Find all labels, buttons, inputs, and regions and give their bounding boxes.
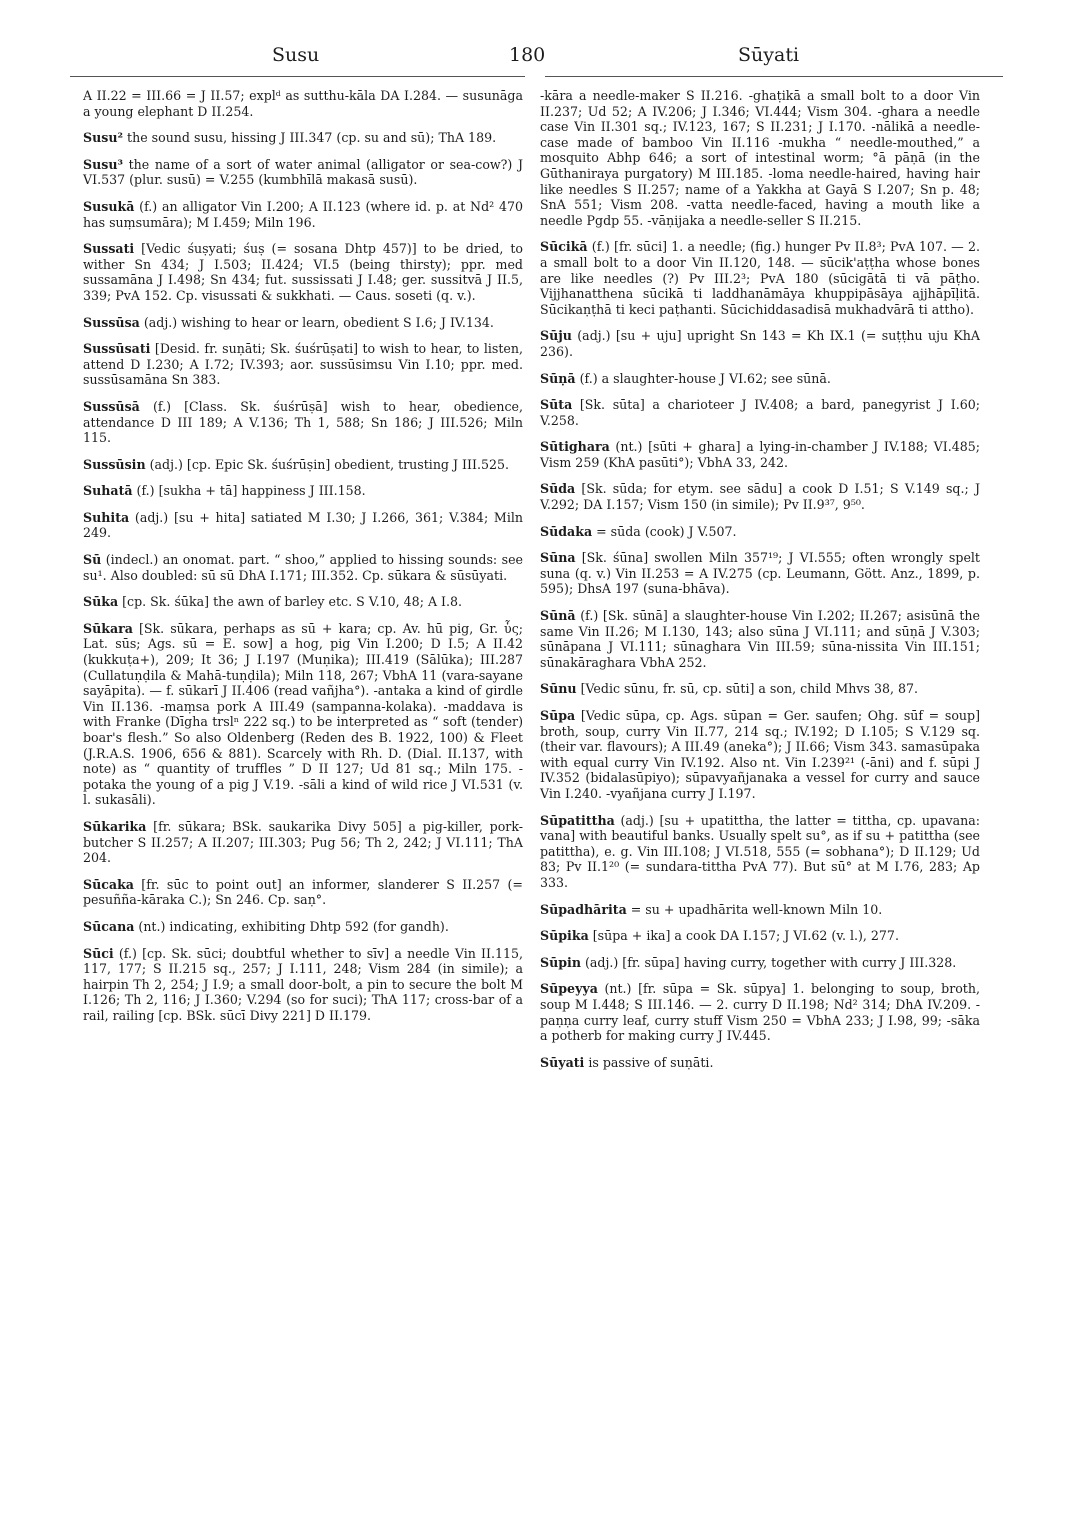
dictionary-entry <box>83 341 523 388</box>
entry-text: [cp. Sk. śūka] the awn of barley etc. S V.10, 48; A I.8. <box>118 594 463 610</box>
dictionary-entry <box>83 919 523 935</box>
dictionary-entry <box>540 1055 980 1071</box>
entry-text: = su + upadhārita well-known Miln 10. <box>626 901 883 917</box>
dictionary-entry <box>540 328 980 359</box>
entry-text: [Sk. sūda; for etym. see sādu] a cook D I.51; S V.149 sq.; J V.292; DA I.157; Vism 150 (in simile); Pv II.9³⁷, 9⁵⁰. <box>540 481 980 513</box>
dictionary-entry <box>540 550 980 597</box>
dictionary-entry <box>540 928 980 944</box>
dictionary-entry <box>83 819 523 866</box>
entry-text: (indecl.) an onomat. part. “ shoo,” applied to hissing sounds: see su¹. Also doubled: sū sū DhA I.171; III.352. Cp. sūkara & sūsūyati. <box>83 552 523 583</box>
entry-text: (f.) [fr. sūci] 1. a needle; (fig.) hunger Pv II.8³; PvA 107. — 2. a small bolt to a door Vin II.120, 148. — sūcik'aṭṭha whose bones are like needles (?) Pv III.2³; PvA 180 (sūcigātā ti vā pāṭho. Vijjhanatthena sūcikā ti laddhanāmāya khuppipāsāya ajjhāpīḷitā. Sūcikaṇṭhā ti keci paṭhanti. Sūcichiddasadisā mukhadvārā ti attho). <box>540 239 980 317</box>
entry-text: = sūda (cook) J V.507. <box>592 523 737 539</box>
dictionary-entry <box>83 552 523 583</box>
entry-text: [Sk. sūta] a charioteer J IV.408; a bard, panegyrist J I.60; V.258. <box>540 397 980 428</box>
dictionary-entry <box>540 681 980 697</box>
header-rule-right <box>545 76 1003 77</box>
entry-headword: Sūpin <box>540 954 581 970</box>
entry-headword: Sūpadhārita <box>540 901 627 917</box>
entry-headword: Sūṇā <box>540 370 576 386</box>
entry-headword: Sūci <box>83 945 114 961</box>
entry-headword: Sussūsin <box>83 456 146 472</box>
dictionary-entry <box>540 524 980 540</box>
entry-text: (f.) an alligator Vin I.200; A II.123 (where id. p. at Nd² 470 has suṃsumāra); M I.459; Miln 196. <box>83 198 523 230</box>
entry-headword: Sūnā <box>540 608 576 624</box>
entry-text: -kāra a needle-maker S II.216. -ghaṭikā a small bolt to a door Vin II.237; Ud 52; A IV.206; J I.346; VI.444; Vism 304. -ghara a needle case Vin II.301 sq.; IV.123, 167; S II.231; J I.170. -nālikā a needle-case made of bamboo Vin II.116 -mukha “ needle-mouthed,” a mosquito Abhp 646; a sort of intestinal worm; °ā pāṇā (in the Gūthaniraya purgatory) M III.185. -loma needle-haired, having hair like needles S II.257; name of a Yakkha at Gayā S I.207; Sn p. 48; SnA 551; Vism 208. -vatta needle-faced, having a mouth like a needle Pgdp 55. -vāṇijaka a needle-seller S II.215. <box>540 88 980 228</box>
entry-headword: Sūkara <box>83 620 133 636</box>
entry-text: [Desid. fr. suṇāti; Sk. śuśrūṣati] to wish to hear, to listen, attend D I.230; A I.72; IV.393; aor. sussūsimsu Vin I.10; ppr. med. sussūsamāna Sn 383. <box>83 341 523 388</box>
entry-text: [fr. sūkara; BSk. saukarika Divy 505] a pig-killer, pork-butcher S II.257; A II.207; III.303; Pug 56; Th 2, 242; J VI.111; ThA 204. <box>83 818 523 866</box>
entry-text: the name of a sort of water animal (alligator or sea-cow?) J VI.537 (plur. susū) = V.255 (kumbhīlā makasā susū). <box>83 156 523 188</box>
dictionary-entry <box>83 399 523 446</box>
entry-headword: Susu² <box>83 130 124 146</box>
entry-headword: Sūju <box>540 328 572 344</box>
entry-text: the sound susu, hissing J III.347 (cp. su and sū); ThA 189. <box>123 130 497 146</box>
dictionary-entry <box>540 608 980 670</box>
header-left-word: Susu <box>272 44 320 66</box>
dictionary-entry <box>83 877 523 908</box>
entry-text: (adj.) [cp. Epic Sk. śuśrūṣin] obedient, trusting J III.525. <box>145 456 510 472</box>
entry-text: (f.) [cp. Sk. sūci; doubtful whether to sīv] a needle Vin II.115, 117, 177; S II.215 sq., 257; J I.111, 248; Vism 284 (in simile); a hairpin Th 2, 254; J I.9; a small door-bolt, a pin to secure the bolt M I.126; Th 2, 116; J I.360; V.294 (so for suci); ThA 117; cross-bar of a rail, railing [cp. BSk. sūcī Divy 221] D II.179. <box>83 945 523 1023</box>
entry-text: [Vedic sūpa, cp. Ags. sūpan = Ger. saufen; Ohg. sūf = soup] broth, soup, curry Vin II.77, 214 sq.; IV.192; D I.105; S V.129 sq. (their var. flavours); A III.49 (aneka°); J II.66; Vism 343. samasūpaka with equal curry Vin IV.192. Also nt. Vin I.239²¹ (-āni) and f. sūpi J IV.352 (bidalasūpiyo); sūpavyañjanaka a vessel for curry and sauce Vin I.240. -vyañjana curry J I.197. <box>540 708 980 801</box>
dictionary-entry <box>540 397 980 428</box>
entry-text: [Vedic sūnu, fr. sū, cp. sūti] a son, child Mhvs 38, 87. <box>576 681 919 697</box>
dictionary-entry <box>83 199 523 230</box>
entry-text: (adj.) wishing to hear or learn, obedient S I.6; J IV.134. <box>139 314 494 330</box>
entry-headword: Sūda <box>540 481 576 497</box>
dictionary-entry <box>83 88 523 119</box>
dictionary-entry <box>540 481 980 512</box>
dictionary-entry <box>83 130 523 146</box>
entry-text: (f.) [sukha + tā] happiness J III.158. <box>132 483 366 499</box>
entry-text: [Sk. śūna] swollen Miln 357¹⁹; J VI.555; often wrongly spelt suna (q. v.) Vin II.253 = A IV.275 (cp. Leumann, Gött. Anz., 1899, p. 595); DhsA 197 (suna-bhāva). <box>540 550 980 597</box>
entry-headword: Susukā <box>83 198 135 214</box>
entry-text: [Sk. sūkara, perhaps as sū + kara; cp. Av. hū pig, Gr. ὗς; Lat. sūs; Ags. sū = E. sow] a hog, pig Vin I.200; D I.5; A II.42 (kukkuṭa+), 209; It 36; J I.197 (Muṇika); III.419 (Sālūka); III.287 (Cullatuṇḍila & Mahā-tuṇḍila); Miln 118, 267; VbhA 11 (vara-sayane sayāpita). — f. sūkarī J II.406 (read vañjha°). -antaka a kind of girdle Vin II.136. -maṃsa pork A III.49 (sampanna-kolaka). -maddava is with Franke (Dīgha trslⁿ 222 sq.) to be interpreted as “ soft (tender) boar's flesh.” So also Oldenberg (Reden des B. 1922, 100) & Fleet (J.R.A.S. 1906, 656 & 881). Scarcely with Rh. D. (Dial. II.137, with note) as “ quantity of truffles ” D II 127; Ud 81 sq.; Miln 175. -potaka the young of a pig J V.19. -sāli a kind of wild rice J VI.531 (v. l. sukasāli). <box>83 620 523 808</box>
entry-headword: Sūcana <box>83 918 135 934</box>
dictionary-entry <box>83 157 523 188</box>
dictionary-entry <box>540 981 980 1043</box>
entry-headword: Sūyati <box>540 1054 585 1070</box>
entry-text: is passive of suṇāti. <box>584 1054 714 1070</box>
entry-text: (f.) [Sk. sūnā] a slaughter-house Vin I.202; II.267; asisūnā the same Vin II.26; M I.130, 143; also sūna J VI.111; and sūṇā J V.303; sūnāpana J VI.111; sūnaghara Vin III.59; sūna-nissita Vin III.151; sūnakāraghara VbhA 252. <box>540 608 980 670</box>
entry-headword: Sūta <box>540 397 573 413</box>
entry-headword: Sūpa <box>540 708 576 723</box>
entry-headword: Sūcaka <box>83 876 134 892</box>
entry-headword: Sussati <box>83 241 135 257</box>
dictionary-entry <box>540 239 980 317</box>
right-column <box>540 88 980 1081</box>
dictionary-entry <box>83 483 523 499</box>
entry-headword: Sūtighara <box>540 439 610 455</box>
header-right-word: Sūyati <box>738 44 800 66</box>
dictionary-entry <box>540 708 980 802</box>
dictionary-entry <box>540 813 980 891</box>
entry-headword: Sūna <box>540 550 576 566</box>
entry-text: [sūpa + ika] a cook DA I.157; J VI.62 (v. l.), 277. <box>588 928 899 944</box>
dictionary-entry <box>540 371 980 387</box>
entry-headword: Sū <box>83 552 102 568</box>
entry-text: (nt.) [sūti + ghara] a lying-in-chamber J IV.188; VI.485; Vism 259 (KhA pasūti°); VbhA 33, 242. <box>540 439 980 470</box>
entry-headword: Sūpeyya <box>540 981 598 997</box>
entry-text: (nt.) indicating, exhibiting Dhtp 592 (for gandh). <box>134 918 449 934</box>
left-column <box>83 88 523 1035</box>
entry-headword: Sūpatittha <box>540 812 615 828</box>
entry-text: (adj.) [su + hita] satiated M I.30; J I.266, 361; V.384; Miln 249. <box>83 509 523 541</box>
entry-text: (adj.) [su + uju] upright Sn 143 = Kh IX.1 (= suṭṭhu uju KhA 236). <box>540 328 980 359</box>
entry-headword: Susu³ <box>83 156 124 172</box>
entry-headword: Sūdaka <box>540 523 593 539</box>
page-number: 180 <box>509 44 546 66</box>
dictionary-entry <box>540 439 980 470</box>
entry-headword: Suhatā <box>83 483 133 499</box>
entry-text: (adj.) [fr. sūpa] having curry, together with curry J III.328. <box>581 954 957 970</box>
entry-text: [fr. sūc to point out] an informer, slanderer S II.257 (= pesuññа-kāraka C.); Sn 246. Cp. saṇ°. <box>83 876 523 908</box>
entry-text: (nt.) [fr. sūpa = Sk. sūpya] 1. belonging to soup, broth, soup M I.448; S III.146. — 2. curry D II.198; Nd² 314; DhA IV.209. -paṇṇa curry leaf, curry stuff Vism 250 = VbhA 233; J I.98, 99; -sāka a potherb for making curry J IV.445. <box>540 981 980 1044</box>
entry-text: (adj.) [su + upatittha, the latter = tittha, cp. upavana: vana] with beautiful banks. Usually spelt su°, as if su + patittha (see patittha), e. g. Vin III.108; J VI.518, 555 (= sobhana°); D II.129; Ud 83; Pv II.1²⁰ (= sundara-tittha PvA 77). But sū° at M I.76, 283; Ap 333. <box>540 812 980 890</box>
header-rule-left <box>70 76 525 77</box>
dictionary-entry <box>83 510 523 541</box>
dictionary-entry <box>83 594 523 610</box>
entry-headword: Sussūsati <box>83 341 151 357</box>
dictionary-entry <box>540 955 980 971</box>
entry-headword: Sūkarika <box>83 818 147 834</box>
entry-headword: Sussūsā <box>83 398 140 414</box>
dictionary-entry <box>83 946 523 1024</box>
dictionary-entry <box>83 621 523 808</box>
entry-headword: Sūnu <box>540 681 577 697</box>
entry-headword: Suhita <box>83 509 130 525</box>
dictionary-entry <box>540 902 980 918</box>
dictionary-entry <box>83 457 523 473</box>
entry-text: [Vedic śuṣyati; śuṣ (= sosana Dhtp 457)] to be dried, to wither Sn 434; J I.503; II.424; VI.5 (being thirsty); ppr. med sussamāna J I.498; Sn 434; fut. sussissati J I.48; ger. sussitvā J II.5, 339; PvA 152. Cp. visussati & sukkhati. — Caus. soseti (q. v.). <box>83 241 523 303</box>
entry-headword: Sūka <box>83 594 119 610</box>
dictionary-entry <box>540 88 980 228</box>
entry-headword: Sūpika <box>540 928 589 944</box>
entry-headword: Sūcikā <box>540 239 588 255</box>
entry-text: A II.22 = III.66 = J II.57; explᵈ as sutthu-kāla DA I.284. — susunāga a young elephant D II.254. <box>83 88 523 119</box>
entry-headword: Sussūsa <box>83 314 140 330</box>
entry-text: (f.) a slaughter-house J VI.62; see sūnā. <box>575 370 831 386</box>
entry-text: (f.) [Class. Sk. śuśrūṣā] wish to hear, obedience, attendance D III 189; A V.136; Th 1, 588; Sn 186; J III.526; Miln 115. <box>83 398 523 446</box>
dictionary-entry <box>83 241 523 303</box>
dictionary-entry <box>83 315 523 331</box>
